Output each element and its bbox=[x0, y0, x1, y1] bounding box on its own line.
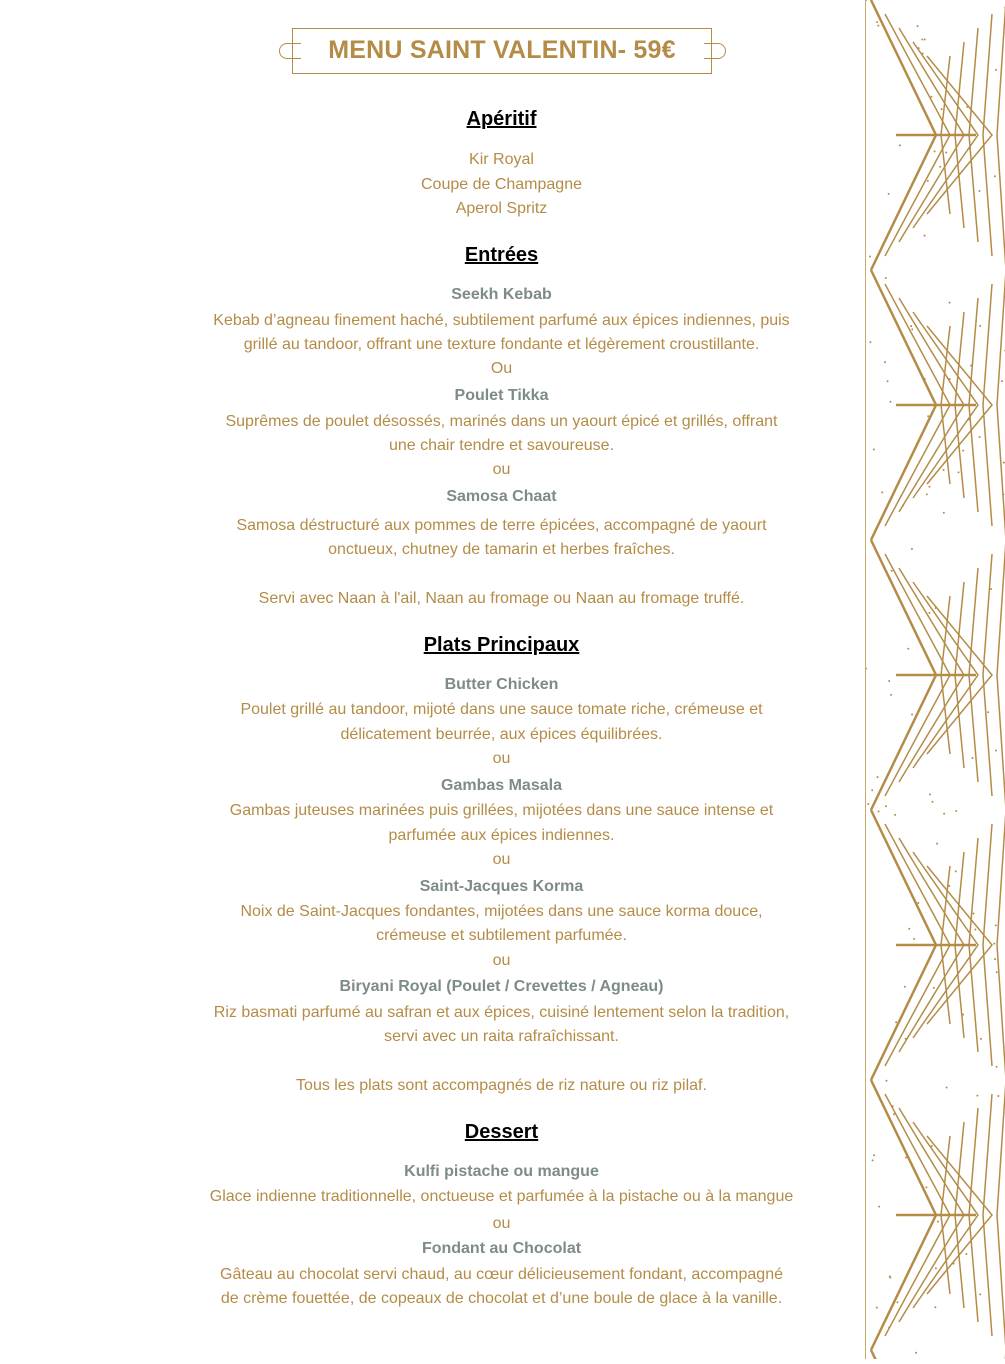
section-heading-dessert: Dessert bbox=[464, 1121, 539, 1143]
separator-text: ou bbox=[492, 1215, 511, 1232]
section-heading-aperitif: Apéritif bbox=[466, 108, 537, 130]
dish-description: parfumée aux épices indiennes. bbox=[388, 827, 615, 844]
dish-description: Noix de Saint-Jacques fondantes, mijotées dans une sauce korma douce, bbox=[240, 903, 763, 920]
dish-description: Gâteau au chocolat servi chaud, au cœur délicieusement fondant, accompagné bbox=[220, 1266, 783, 1283]
dish-description: Samosa déstructuré aux pommes de terre épicées, accompagné de yaourt bbox=[236, 517, 767, 534]
dish-description: servi avec un raita rafraîchissant. bbox=[384, 1028, 619, 1045]
dish-name: Kulfi pistache ou mangue bbox=[404, 1163, 599, 1180]
dish-description: onctueux, chutney de tamarin et herbes fraîches. bbox=[328, 541, 675, 558]
dish-description: de crème fouettée, de copeaux de chocolat et d’une boule de glace à la vanille. bbox=[220, 1290, 783, 1307]
dish-name: Samosa Chaat bbox=[446, 488, 557, 505]
dish-description: Kebab d’agneau finement haché, subtilement parfumé aux épices indiennes, puis bbox=[213, 312, 790, 329]
aperitif-item: Kir Royal bbox=[469, 151, 534, 168]
separator-text: ou bbox=[492, 952, 511, 969]
menu-title: MENU SAINT VALENTIN- 59€ bbox=[328, 36, 676, 64]
dish-description: Glace indienne traditionnelle, onctueuse et parfumée à la pistache ou à la mangue bbox=[209, 1188, 794, 1205]
dish-name: Gambas Masala bbox=[441, 777, 562, 794]
dish-name: Poulet Tikka bbox=[454, 387, 549, 404]
dish-name: Saint-Jacques Korma bbox=[419, 878, 584, 895]
aperitif-item: Aperol Spritz bbox=[455, 200, 548, 217]
separator-text: Ou bbox=[490, 360, 513, 377]
dish-description: Gambas juteuses marinées puis grillées, mijotées dans une sauce intense et bbox=[229, 802, 774, 819]
separator-text: ou bbox=[492, 750, 511, 767]
decorative-chevron-border bbox=[865, 0, 1005, 1359]
section-heading-entrees: Entrées bbox=[464, 244, 539, 266]
dish-name: Seekh Kebab bbox=[451, 286, 552, 303]
dish-name: Butter Chicken bbox=[444, 676, 559, 693]
dish-description: délicatement beurrée, aux épices équilibrées. bbox=[340, 726, 663, 743]
chevron-pattern-icon bbox=[866, 0, 1005, 1359]
separator-text: ou bbox=[492, 461, 511, 478]
plats-note: Tous les plats sont accompagnés de riz nature ou riz pilaf. bbox=[296, 1077, 707, 1094]
dish-description: crémeuse et subtilement parfumée. bbox=[376, 927, 627, 944]
dish-name: Fondant au Chocolat bbox=[421, 1240, 582, 1257]
aperitif-item: Coupe de Champagne bbox=[420, 176, 582, 193]
entrees-note: Servi avec Naan à l'ail, Naan au fromage ou Naan au fromage truffé. bbox=[258, 590, 745, 607]
dish-description: une chair tendre et savoureuse. bbox=[388, 437, 615, 454]
dish-name: Biryani Royal (Poulet / Crevettes / Agneau) bbox=[339, 978, 664, 995]
dish-description: Poulet grillé au tandoor, mijoté dans une sauce tomate riche, crémeuse et bbox=[240, 701, 763, 718]
section-heading-plats: Plats Principaux bbox=[423, 634, 580, 656]
dish-description: Suprêmes de poulet désossés, marinés dans un yaourt épicé et grillés, offrant bbox=[225, 413, 778, 430]
dish-description: grillé au tandoor, offrant une texture fondante et légèrement croustillante. bbox=[243, 336, 760, 353]
separator-text: ou bbox=[492, 851, 511, 868]
dish-description: Riz basmati parfumé au safran et aux épices, cuisiné lentement selon la tradition, bbox=[213, 1004, 790, 1021]
